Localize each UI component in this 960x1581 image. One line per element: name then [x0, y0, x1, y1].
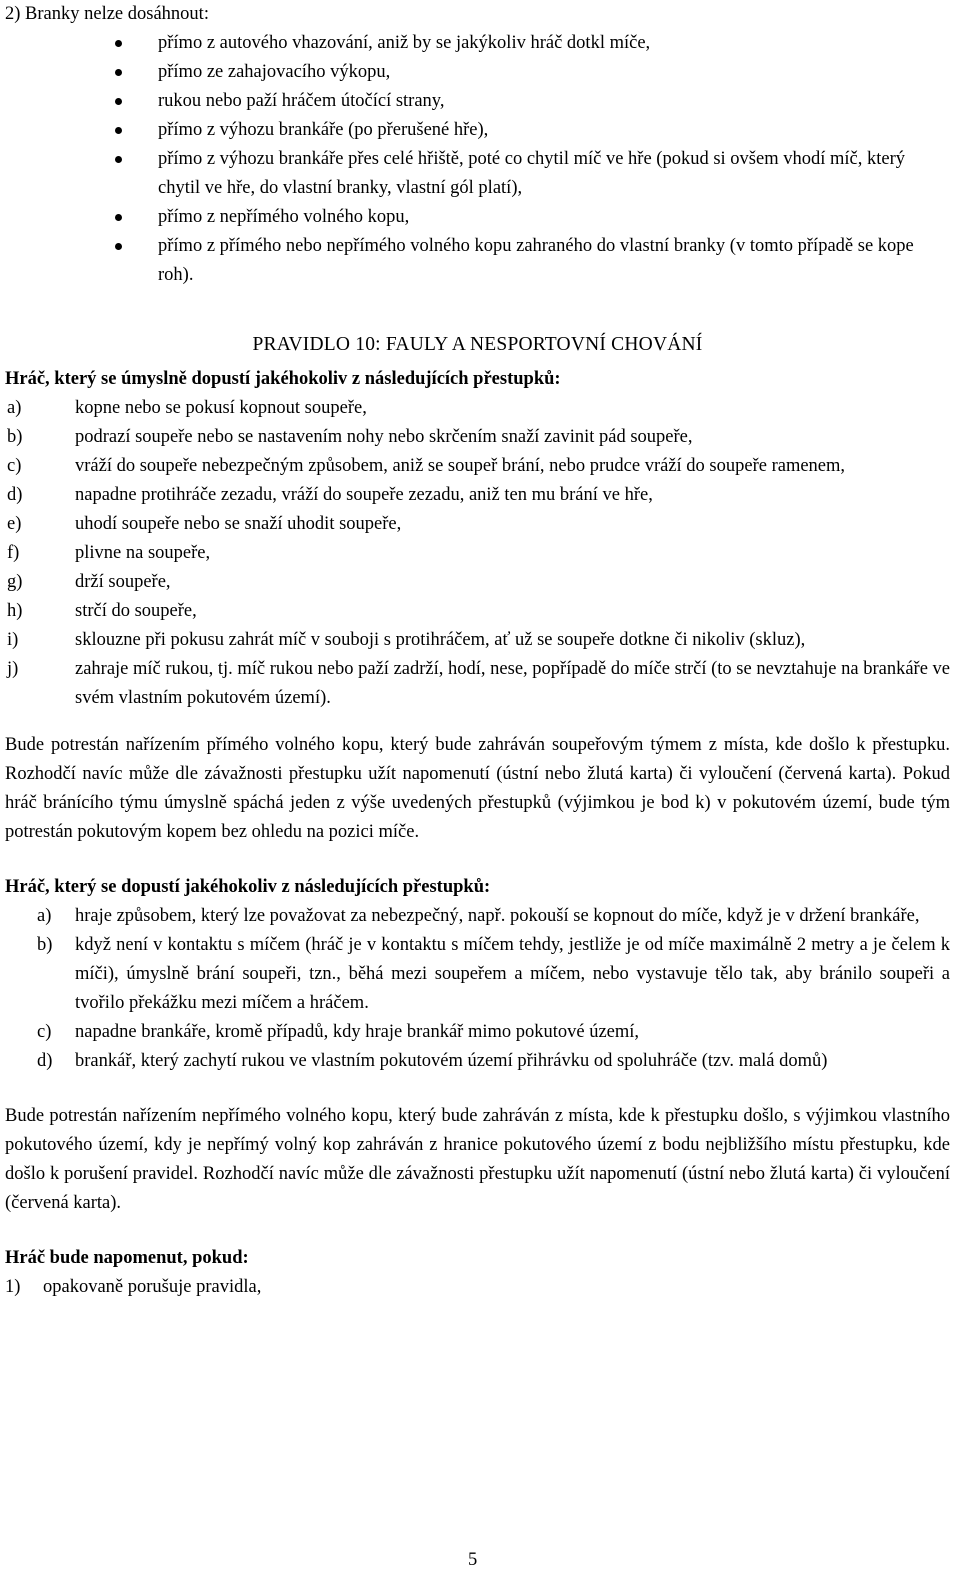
list-item-text: napadne protihráče zezadu, vráží do soupeře zezadu, aniž ten mu brání ve hře, [75, 485, 653, 505]
list-marker: a) [37, 906, 52, 926]
list-item: přímo z výhozu brankáře (po přerušené hře), [5, 116, 950, 145]
list-item [5, 655, 950, 713]
list-marker: 1) [5, 1277, 21, 1297]
list-marker: j) [7, 659, 19, 679]
list-item [5, 902, 950, 931]
list-marker: h) [7, 601, 23, 621]
goal-exceptions-list [5, 29, 950, 290]
list-marker: b) [37, 935, 53, 955]
list-item [5, 1018, 950, 1047]
indirect-offences-list [5, 902, 950, 1076]
list-marker: c) [37, 1022, 52, 1042]
list-item: přímo z nepřímého volného kopu, [5, 203, 950, 232]
indirect-free-kick-paragraph: Bude potrestán nařízením nepřímého volného kopu, který bude zahráván z místa, kde k přestupku došlo, s výjimkou vlastního pokutového území, kdy je nepřímý volný kop zahráván z hranice pokutového území z bodu nejbližšího místu přestupku, kde došlo k porušení pravidel. Rozhodčí navíc může dle závažnosti přestupku užít napomenutí (ústní nebo žlutá karta) či vyloučení (červená karta). [5, 1106, 950, 1213]
direct-offences-heading: Hráč, který se úmyslně dopustí jakéhokoliv z následujících přestupků: [5, 369, 561, 389]
list-item [5, 931, 950, 1018]
list-item [5, 452, 950, 481]
list-item [5, 423, 950, 452]
list-marker: d) [7, 485, 23, 505]
list-item [5, 394, 950, 423]
list-item-text: strčí do soupeře, [75, 601, 197, 621]
list-item [5, 568, 950, 597]
list-item-text: opakovaně porušuje pravidla, [43, 1277, 262, 1297]
list-marker: e) [7, 514, 22, 534]
list-item: přímo z výhozu brankáře přes celé hřiště, poté co chytil míč ve hře (pokud si ovšem vhodí míč, který chytil ve hře, do vlastní branky, vlastní gól platí), [5, 145, 950, 203]
list-item-text: sklouzne při pokusu zahrát míč v souboji s protihráčem, ať už se soupeře dotkne či nikoliv (skluz), [75, 630, 806, 650]
list-item: přímo z autového vhazování, aniž by se jakýkoliv hráč dotkl míče, [5, 29, 950, 58]
list-item: přímo z přímého nebo nepřímého volného kopu zahraného do vlastní branky (v tomto případě se kope roh). [5, 232, 950, 290]
list-item: rukou nebo paží hráčem útočící strany, [5, 87, 950, 116]
list-item-text: uhodí soupeře nebo se snaží uhodit soupeře, [75, 514, 402, 534]
caution-list [5, 1273, 950, 1302]
list-item-text: vráží do soupeře nebezpečným způsobem, aniž se soupeř brání, nebo prudce vráží do soupeře ramenem, [75, 456, 846, 476]
list-marker: c) [7, 456, 22, 476]
list-item [5, 626, 950, 655]
indirect-offences-heading: Hráč, který se dopustí jakéhokoliv z následujících přestupků: [5, 877, 491, 897]
rule-10-title: PRAVIDLO 10: FAULY A NESPORTOVNÍ CHOVÁNÍ [252, 334, 703, 355]
document-page [5, 0, 950, 1302]
list-item [5, 481, 950, 510]
list-item [5, 597, 950, 626]
list-item [5, 510, 950, 539]
list-marker: d) [37, 1051, 53, 1071]
list-item-text: když není v kontaktu s míčem (hráč je v kontaktu s míčem tehdy, jestliže je od míče maximálně 2 metry a je čelem k míči), úmyslně brání soupeři, tzn., běhá mezi soupeřem a míčem, nebo vystavuje tělo tak, aby bránilo soupeři a tvořilo překážku mezi míčem a hráčem. [75, 935, 950, 1013]
list-item-text: zahraje míč rukou, tj. míč rukou nebo paží zadrží, hodí, nese, popřípadě do míče strčí (to se nevztahuje na brankáře ve svém vlastním pokutovém území). [75, 659, 950, 708]
list-item-text: drží soupeře, [75, 572, 171, 592]
list-item-text: podrazí soupeře nebo se nastavením nohy nebo skrčením snaží zavinit pád soupeře, [75, 427, 693, 447]
list-item-text: plivne na soupeře, [75, 543, 211, 563]
list-marker: i) [7, 630, 19, 650]
list-item [5, 539, 950, 568]
list-marker: g) [7, 572, 23, 592]
list-marker: b) [7, 427, 23, 447]
list-marker: f) [7, 543, 20, 563]
list-marker: a) [7, 398, 22, 418]
page-number: 5 [468, 1550, 478, 1570]
list-item-text: hraje způsobem, který lze považovat za nebezpečný, např. pokouší se kopnout do míče, když je v držení brankáře, [75, 906, 920, 926]
caution-heading: Hráč bude napomenut, pokud: [5, 1248, 249, 1268]
direct-offences-list [5, 394, 950, 713]
list-item [5, 1047, 950, 1076]
list-item-text: brankář, který zachytí rukou ve vlastním pokutovém území přihrávku od spoluhráče (tzv. malá domů) [75, 1051, 828, 1071]
list-item-text: napadne brankáře, kromě případů, kdy hraje brankář mimo pokutové území, [75, 1022, 640, 1042]
list-item-text: kopne nebo se pokusí kopnout soupeře, [75, 398, 367, 418]
list-item: přímo ze zahajovacího výkopu, [5, 58, 950, 87]
section-2-heading: 2) Branky nelze dosáhnout: [5, 4, 209, 24]
direct-free-kick-paragraph: Bude potrestán nařízením přímého volného kopu, který bude zahráván soupeřovým týmem z místa, kde došlo k přestupku. Rozhodčí navíc může dle závažnosti přestupku užít napomenutí (ústní nebo žlutá karta) či vyloučení (červená karta). Pokud hráč bránícího týmu úmyslně spáchá jeden z výše uvedených přestupků (výjimkou je bod k) v pokutovém území, bude tým potrestán pokutovým kopem bez ohledu na pozici míče. [5, 735, 950, 842]
list-item [5, 1273, 950, 1302]
